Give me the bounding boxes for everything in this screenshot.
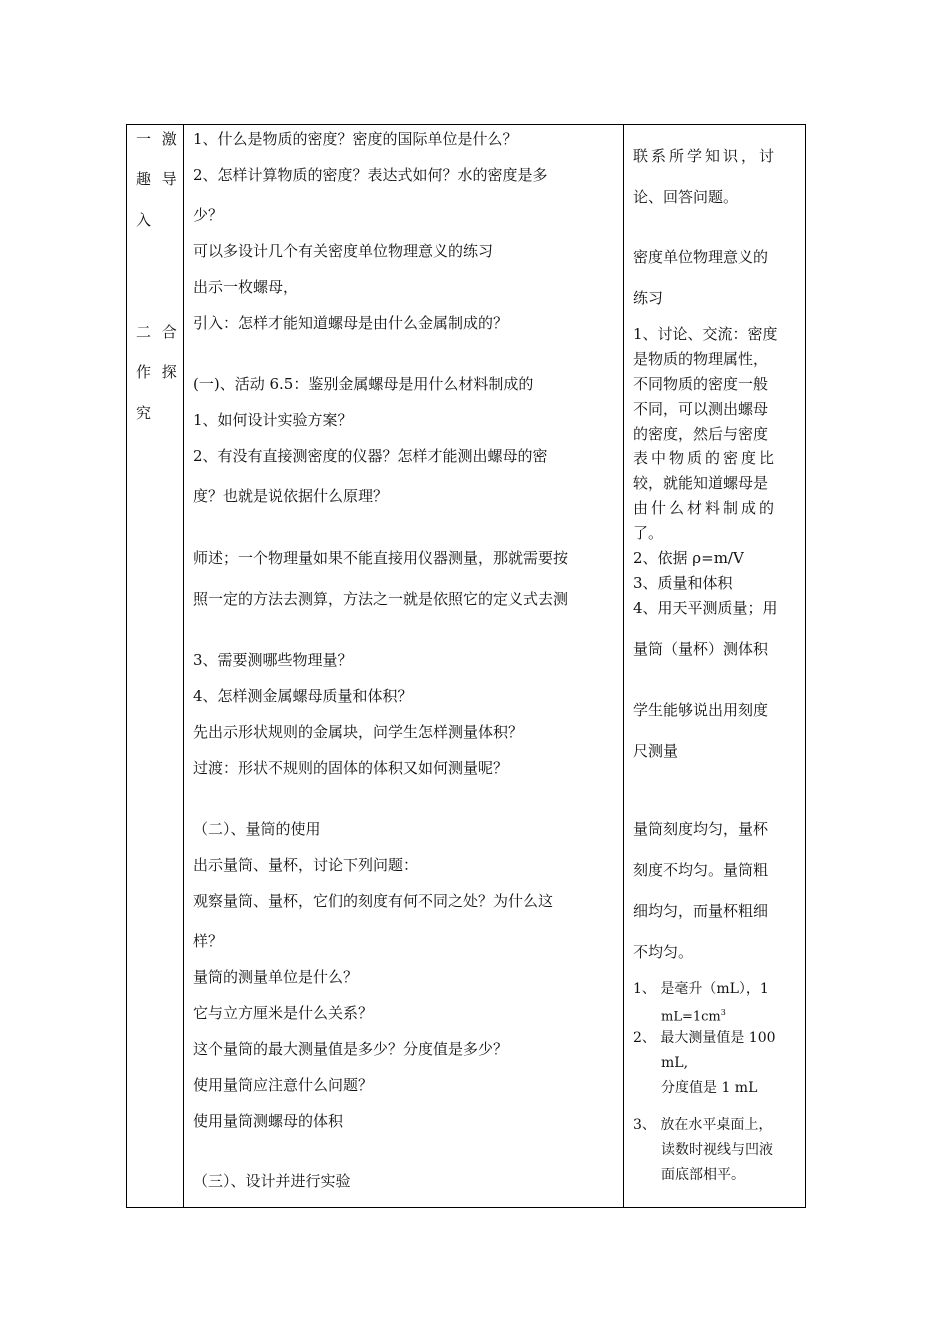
student-line: 不均匀。 [633,943,694,961]
activity-line: 过渡：形状不规则的固体的体积又如何测量呢？ [193,759,509,777]
student-line: 由什么材料制成的 [633,499,778,517]
activity-line: 这个量筒的最大测量值是多少？分度值是多少？ [193,1040,509,1058]
unit-equation: mL=1cm [661,1009,721,1025]
activity-line: 少？ [193,206,224,224]
student-line: 量筒刻度均匀，量杯 [633,820,769,838]
student-line [661,1004,726,1026]
activity-line: 引入：怎样才能知道螺母是由什么金属制成的？ [193,314,509,332]
student-line: 不同，可以测出螺母 [633,400,769,418]
student-line: 2、依据 ρ=m/V [633,549,744,567]
student-line: 2、 最大测量值是 100 [633,1030,776,1046]
student-line: mL, [661,1055,689,1071]
activity-line: 出示量筒、量杯，讨论下列问题： [193,856,419,874]
activity-line: 1、什么是物质的密度？密度的国际单位是什么？ [193,130,518,148]
activity-line: 4、怎样测金属螺母质量和体积？ [193,687,413,705]
student-line: 论、回答问题。 [633,188,739,206]
activity-line: 照一定的方法去测算，方法之一就是依照它的定义式去测 [193,590,569,608]
student-line: 了。 [633,524,664,542]
student-line: 较，就能知道螺母是 [633,474,769,492]
student-line: 量筒（量杯）测体积 [633,640,769,658]
activity-line: 2、怎样计算物质的密度？表达式如何？水的密度是多 [193,166,548,184]
activity-line: 观察量筒、量杯，它们的刻度有何不同之处？为什么这 [193,892,554,910]
activity-line: 先出示形状规则的金属块，问学生怎样测量体积？ [193,723,524,741]
activity-line: 样？ [193,932,224,950]
student-line: 面底部相平。 [661,1167,745,1183]
activity-line: 1、如何设计实验方案？ [193,411,353,429]
superscript: 3 [720,1008,726,1017]
section1-label-line3: 入 [136,211,152,229]
student-line: 不同物质的密度一般 [633,375,769,393]
student-line: 1、讨论、交流：密度 [633,325,778,343]
activity-line: 2、有没有直接测密度的仪器？怎样才能测出螺母的密 [193,447,548,465]
student-line: 密度单位物理意义的 [633,248,769,266]
activity-line: 它与立方厘米是什么关系？ [193,1004,374,1022]
activity-line: 度？也就是说依据什么原理？ [193,487,389,505]
student-line: 学生能够说出用刻度 [633,701,769,719]
student-line: 联系所学知识，讨 [633,147,778,165]
student-line: 练习 [633,289,664,307]
student-line: 1、 是毫升（mL），1 [633,981,769,997]
section2-label-line2: 作 探 [136,363,180,381]
activity-line: 出示一枚螺母， [193,278,299,296]
student-line: 尺测量 [633,742,679,760]
activity-line: 量筒的测量单位是什么？ [193,968,359,986]
student-line: 是物质的物理属性， [633,350,769,368]
student-line: 刻度不均匀。量筒粗 [633,861,769,879]
student-line: 细均匀，而量杯粗细 [633,902,769,920]
activity-line: 使用量筒测螺母的体积 [193,1112,344,1130]
student-line: 表中物质的密度比 [633,449,778,467]
student-line: 3、质量和体积 [633,574,733,592]
student-line: 分度值是 1 mL [661,1080,758,1096]
student-line: 4、用天平测质量；用 [633,599,778,617]
section2-label-line1: 二 合 [136,323,180,341]
student-line: 3、 放在水平桌面上， [633,1117,773,1133]
activity-line: 3、需要测哪些物理量？ [193,651,353,669]
activity-heading: (一)、活动 6.5：鉴别金属螺母是用什么材料制成的 [193,375,534,393]
activity-heading: （二）、量筒的使用 [193,820,321,838]
section1-label-line1: 一 激 [136,130,180,148]
activity-line: 师述；一个物理量如果不能直接用仪器测量，那就需要按 [193,549,569,567]
section1-label-line2: 趣 导 [136,170,180,188]
student-line: 读数时视线与凹液 [661,1142,773,1158]
activity-heading: （三）、设计并进行实验 [193,1172,351,1190]
student-line: 的密度，然后与密度 [633,425,769,443]
column-divider-1 [183,125,184,1207]
activity-line: 使用量筒应注意什么问题？ [193,1076,374,1094]
section2-label-line3: 究 [136,404,152,422]
activity-line: 可以多设计几个有关密度单位物理意义的练习 [193,242,494,260]
column-divider-2 [623,125,624,1207]
